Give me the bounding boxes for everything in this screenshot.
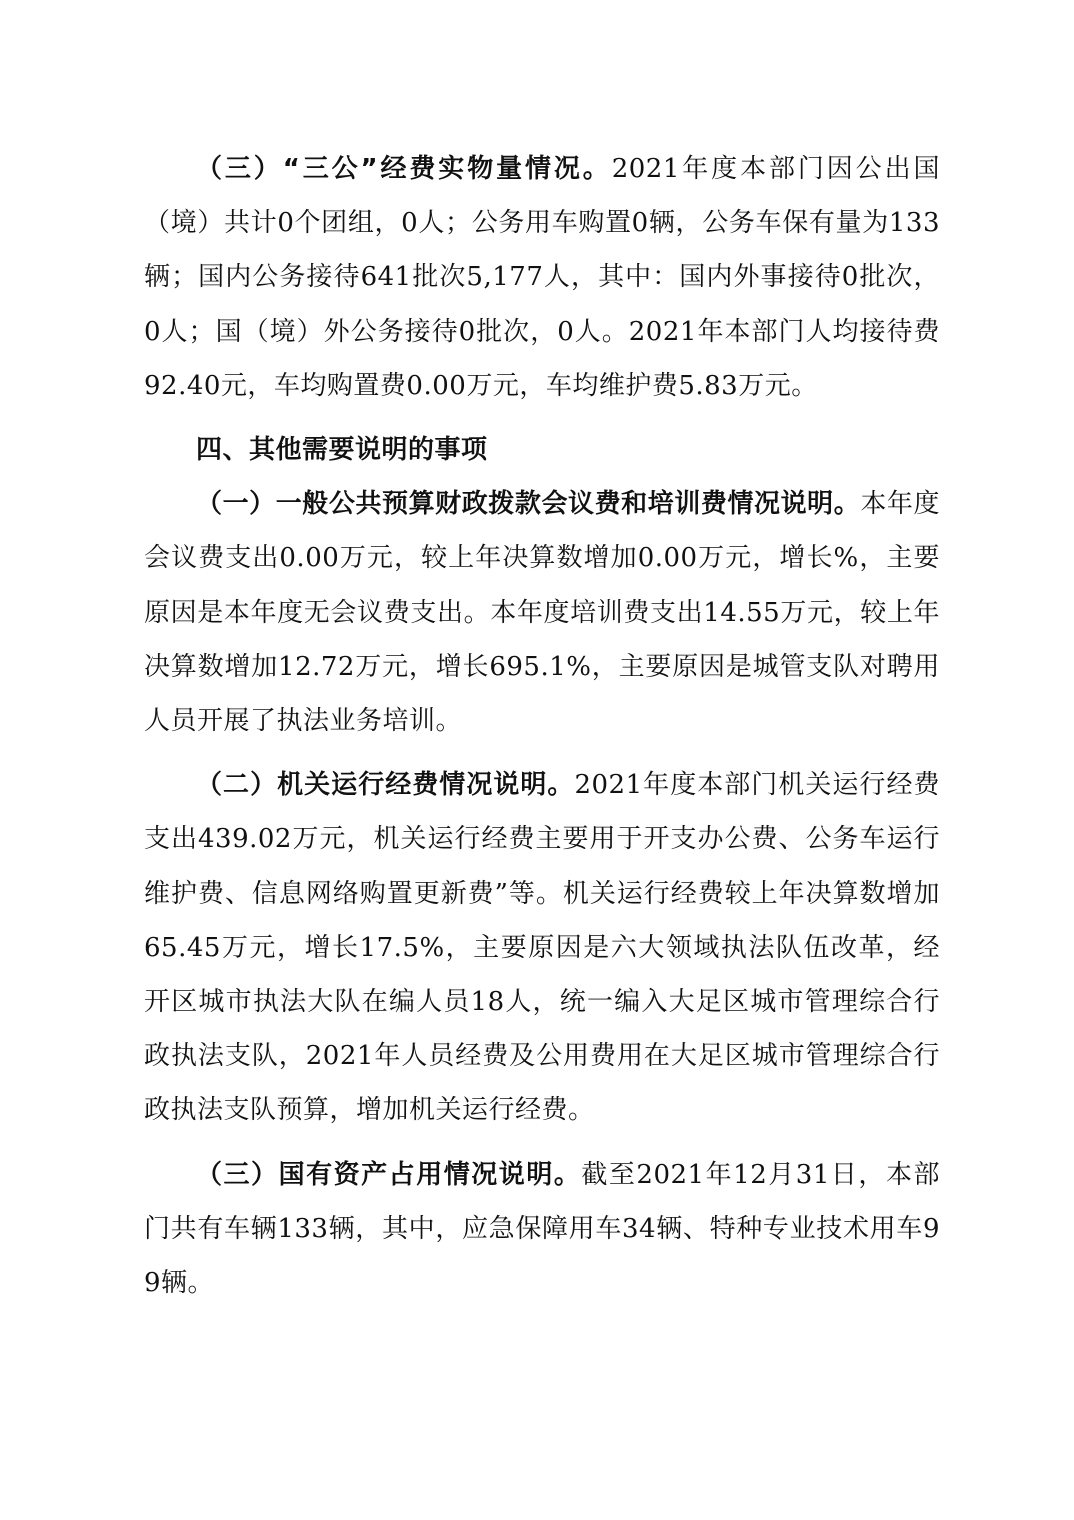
paragraph-body: 截至2021年12月31日，本部门共有车辆133辆，其中，应急保障用车34辆、特种专业技术用车99辆。 — [144, 1159, 940, 1299]
document-content — [144, 142, 940, 1310]
spacer — [144, 748, 940, 758]
section-heading-four: 四、其他需要说明的事项 — [196, 435, 488, 466]
paragraph-state-assets — [144, 1148, 940, 1311]
paragraph-three-public-expenses — [144, 142, 940, 413]
paragraph-lead: （三）“三公”经费实物量情况。 — [196, 154, 612, 184]
spacer — [144, 1138, 940, 1148]
paragraph-lead: （三）国有资产占用情况说明。 — [196, 1159, 582, 1190]
paragraph-meeting-training-fees — [144, 477, 940, 748]
paragraph-lead: （二）机关运行经费情况说明。 — [196, 770, 575, 801]
paragraph-agency-operating-funds — [144, 758, 940, 1137]
paragraph-body: 本年度会议费支出0.00万元，较上年决算数增加0.00万元，增长%，主要原因是本年度无会议费支出。本年度培训费支出14.55万元，较上年决算数增加12.72万元，增长695.1%，主要原因是城管支队对聘用人员开展了执法业务培训。 — [144, 489, 940, 737]
spacer — [144, 413, 940, 423]
paragraph-body: 2021年度本部门机关运行经费支出439.02万元，机关运行经费主要用于开支办公费、公务车运行维护费、信息网络购置更新费”等。机关运行经费较上年决算数增加65.45万元，增长17.5%，主要原因是六大领域执法队伍改革，经开区城市执法大队在编人员18人，统一编入大足区城市管理综合行政执法支队，2021年人员经费及公用费用在大足区城市管理综合行政执法支队预算，增加机关运行经费。 — [144, 770, 940, 1126]
paragraph-body: 2021年度本部门因公出国（境）共计0个团组，0人；公务用车购置0辆，公务车保有量为133辆；国内公务接待641批次5,177人，其中：国内外事接待0批次，0人；国（境）外公务接待0批次，0人。2021年本部门人均接待费92.40元，车均购置费0.00万元，车均维护费5.83万元。 — [144, 154, 940, 401]
paragraph-lead: （一）一般公共预算财政拨款会议费和培训费情况说明。 — [196, 489, 861, 520]
